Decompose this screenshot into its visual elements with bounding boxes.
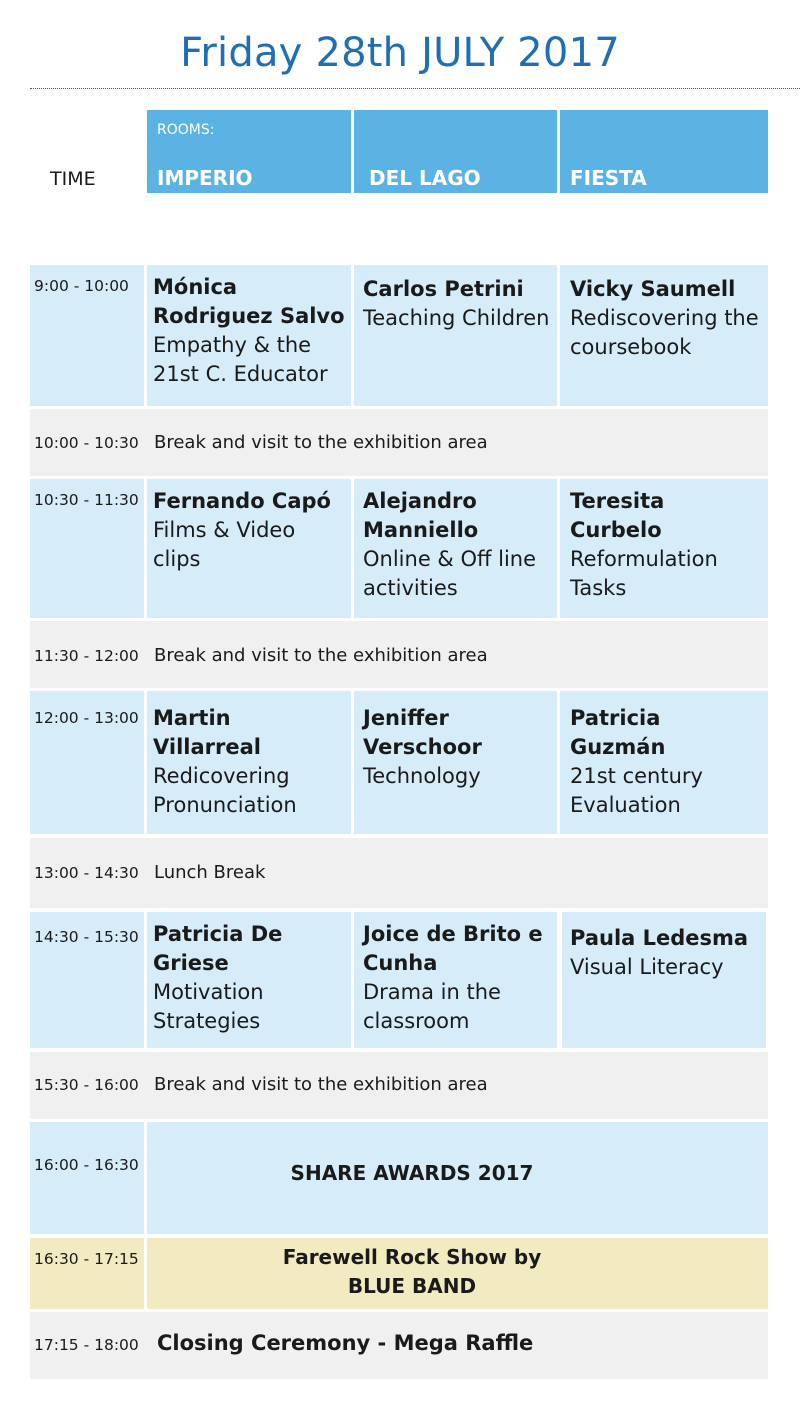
title-divider — [30, 88, 800, 89]
break-text: Lunch Break — [154, 862, 266, 883]
break-time: 13:00 - 14:30 — [34, 864, 139, 882]
speaker-name: Martin Villarreal — [153, 706, 261, 759]
session-time: 14:30 - 15:30 — [34, 928, 139, 946]
speaker-name: Joice de Brito e Cunha — [363, 922, 543, 975]
talk-cell-fiesta — [560, 479, 768, 618]
talk-topic: Teaching Children — [363, 306, 550, 330]
break-text: Break and visit to the exhibition area — [154, 1074, 488, 1095]
talk-cell-del-lago — [354, 479, 557, 618]
room-header-del-lago — [354, 110, 557, 193]
speaker-name: Carlos Petrini — [363, 277, 524, 301]
time-column-label: TIME — [50, 168, 96, 190]
speaker-name: Jeniffer Verschoor — [363, 706, 482, 759]
farewell-line-2: BLUE BAND — [347, 1274, 477, 1298]
farewell-time: 16:30 - 17:15 — [34, 1250, 139, 1268]
speaker-name: Mónica Rodriguez Salvo — [153, 275, 345, 328]
room-name: DEL LAGO — [369, 166, 481, 190]
break-text: Break and visit to the exhibition area — [154, 645, 488, 666]
speaker-name: Vicky Saumell — [570, 277, 736, 301]
talk-cell-fiesta — [560, 265, 768, 406]
break-time: 10:00 - 10:30 — [34, 434, 139, 452]
closing-time: 17:15 - 18:00 — [34, 1336, 139, 1354]
speaker-name: Paula Ledesma — [570, 926, 749, 950]
lunch-row — [30, 838, 768, 908]
talk-cell-imperio — [147, 265, 351, 406]
talk-topic: Rediscovering the coursebook — [570, 306, 759, 359]
awards-title: SHARE AWARDS 2017 — [290, 1161, 534, 1185]
talk-topic: Online & Off line activities — [363, 547, 537, 600]
awards-time: 16:00 - 16:30 — [34, 1156, 139, 1174]
closing-text: Closing Ceremony - Mega Raffle — [157, 1331, 534, 1355]
talk-topic: Drama in the classroom — [363, 980, 501, 1033]
room-header-fiesta — [560, 110, 768, 193]
break-time: 11:30 - 12:00 — [34, 647, 139, 665]
talk-cell-fiesta — [560, 691, 768, 834]
session-time: 10:30 - 11:30 — [34, 491, 139, 509]
page-title: Friday 28th JULY 2017 — [180, 30, 620, 76]
speaker-name: Alejandro Manniello — [363, 489, 479, 542]
talk-cell-del-lago — [354, 265, 557, 406]
break-text: Break and visit to the exhibition area — [154, 432, 488, 453]
break-time: 15:30 - 16:00 — [34, 1076, 139, 1094]
talk-topic: Redicovering Pronunciation — [153, 764, 297, 817]
room-name: FIESTA — [570, 166, 647, 190]
talk-cell-del-lago — [354, 691, 557, 834]
room-name: IMPERIO — [157, 166, 253, 190]
talk-cell-fiesta — [562, 912, 766, 1048]
talk-topic: Reformulation Tasks — [570, 547, 718, 600]
talk-cell-imperio — [147, 479, 351, 618]
speaker-name: Patricia De Griese — [153, 922, 283, 975]
talk-cell-imperio — [147, 912, 351, 1048]
rooms-caption: ROOMS: — [157, 122, 215, 138]
room-header-imperio — [147, 110, 351, 193]
talk-topic: Visual Literacy — [570, 955, 724, 979]
farewell-line-1: Farewell Rock Show by — [282, 1245, 542, 1269]
talk-topic: Technology — [363, 764, 481, 788]
talk-topic: Films & Video clips — [153, 518, 296, 571]
talk-topic: Motivation Strategies — [153, 980, 264, 1033]
time-cell — [30, 1238, 144, 1309]
talk-cell-del-lago — [354, 912, 557, 1048]
speaker-name: Fernando Capó — [153, 489, 331, 513]
speaker-name: Patricia Guzmán — [570, 706, 666, 759]
talk-cell-imperio — [147, 691, 351, 834]
talk-topic: 21st century Evaluation — [570, 764, 703, 817]
speaker-name: Teresita Curbelo — [570, 489, 665, 542]
talk-topic: Empathy & the 21st C. Educator — [153, 333, 328, 386]
session-time: 12:00 - 13:00 — [34, 709, 139, 727]
time-cell — [30, 1122, 144, 1234]
session-time: 9:00 - 10:00 — [34, 277, 129, 295]
